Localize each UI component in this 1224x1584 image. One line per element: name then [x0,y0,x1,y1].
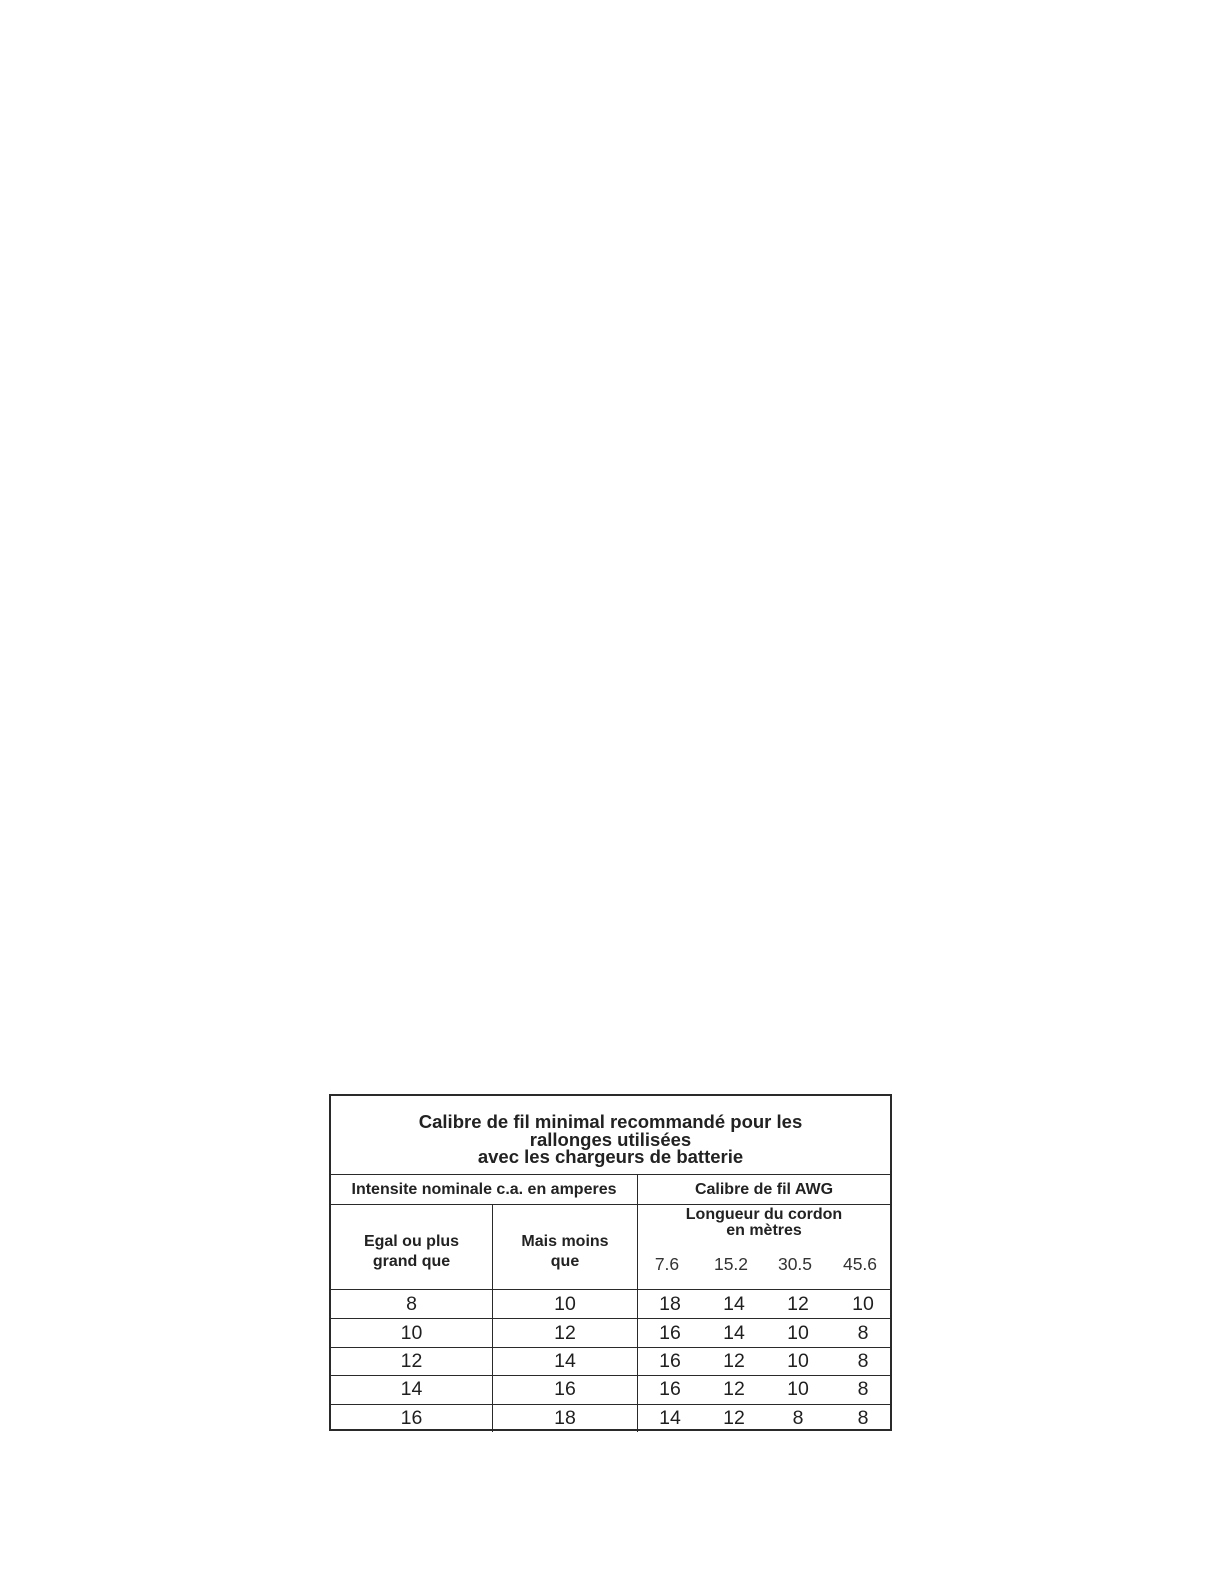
cell-wire-gauge: 14 [659,1406,681,1429]
cell-wire-gauge: 10 [787,1349,809,1372]
cell-wire-gauge: 12 [723,1378,745,1401]
cell-wire-gauge: 12 [787,1292,809,1315]
length-label: 7.6 [654,1254,680,1274]
cell-wire-gauge: 8 [857,1349,869,1372]
cell-wire-gauge: 16 [659,1349,681,1372]
table-title [331,1096,890,1175]
header-awg: Calibre de fil AWG [638,1175,890,1205]
title-line: avec les chargeurs de batterie [477,1146,744,1167]
cord-length-line: Longueur du cordon [685,1206,843,1223]
cell-wire-gauge: 12 [723,1349,745,1372]
cell-min-amperes: 14 [331,1376,493,1403]
cell-min-amperes: 10 [331,1319,493,1346]
cell-wire-gauge: 16 [659,1321,681,1344]
cell-wire-gauge: 12 [723,1406,745,1429]
column-header-max [493,1205,638,1290]
cell-wire-gauge: 8 [857,1378,869,1401]
column-header-min [331,1205,493,1290]
cell-min-amperes: 16 [331,1405,493,1432]
cell-max-amperes: 16 [493,1376,638,1403]
table-row [331,1404,890,1432]
column-header-cord-length [638,1205,890,1290]
cell-wire-gauge: 10 [787,1321,809,1344]
cell-max-amperes: 14 [493,1348,638,1375]
column-header-line: Mais moins [521,1233,609,1250]
table-row [331,1375,890,1403]
column-header-line: grand que [372,1253,451,1270]
cell-min-amperes: 8 [331,1290,493,1318]
table-row [331,1347,890,1375]
cell-wire-gauge: 14 [723,1292,745,1315]
cell-wire-gauge: 8 [792,1406,804,1429]
length-label: 15.2 [713,1254,749,1274]
length-label: 45.6 [842,1254,878,1274]
cell-max-amperes: 10 [493,1290,638,1318]
length-label: 30.5 [777,1254,813,1274]
cell-wire-gauge: 10 [787,1378,809,1401]
title-line: rallonges utilisées [529,1128,692,1150]
cord-length-line: en mètres [726,1222,802,1239]
cell-wire-gauge: 8 [857,1406,869,1429]
cell-max-amperes: 18 [493,1405,638,1432]
cell-max-amperes: 12 [493,1319,638,1346]
cell-wire-gauge: 14 [723,1321,745,1344]
wire-gauge-table [329,1094,892,1431]
cell-wire-gauge: 16 [659,1378,681,1401]
table-row [331,1290,890,1318]
header-amperage: Intensite nominale c.a. en amperes [331,1175,638,1205]
cell-min-amperes: 12 [331,1348,493,1375]
title-line: Calibre de fil minimal recommandé pour les [418,1111,803,1132]
table-row [331,1318,890,1346]
cell-wire-gauge: 18 [659,1292,681,1315]
cell-wire-gauge: 10 [852,1292,874,1315]
cell-wire-gauge: 8 [857,1321,869,1344]
column-header-line: Egal ou plus [363,1233,460,1250]
column-header-line: que [550,1253,580,1270]
